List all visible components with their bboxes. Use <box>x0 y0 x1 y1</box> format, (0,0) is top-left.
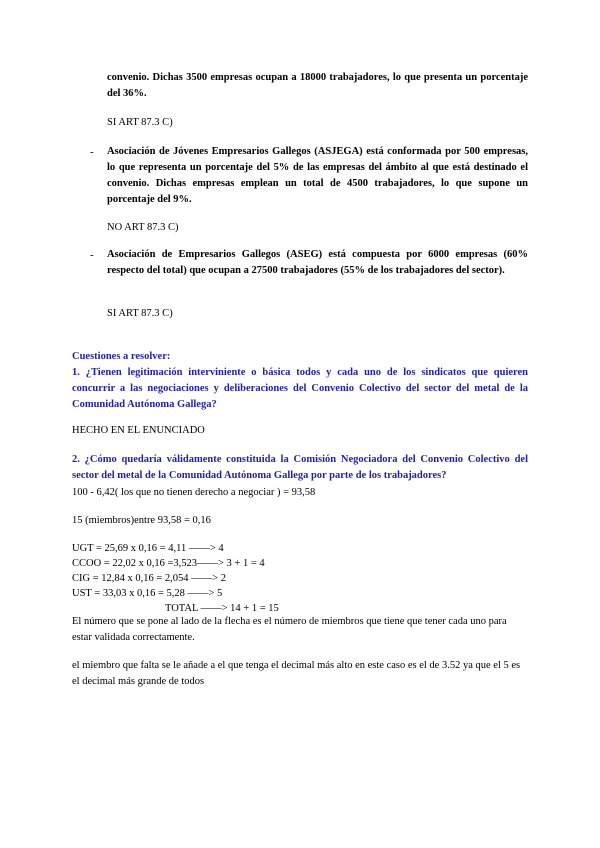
calc-note-2: el miembro que falta se le añade a el que tenga el decimal más alto en este caso es el de 3.52 ya que el 5 es el decimal más grande de todos <box>72 660 521 687</box>
calc-ccoo: CCOO = 22,02 x 0,16 =3,523——> 3 + 1 = 4 <box>72 558 265 569</box>
questions-heading: Cuestiones a resolver: <box>72 351 171 362</box>
question-2: 2. ¿Cómo quedaría válidamente constituida la Comisión Negociadora del Convenio Colectivo del sector del metal de la Comunidad Autónoma Gallega por parte de los trabajadores? <box>72 454 528 481</box>
bullet-0-continuation: convenio. Dichas 3500 empresas ocupan a 18000 trabajadores, lo que presenta un porcentaje del 36%. <box>107 72 528 99</box>
question-1: 1. ¿Tienen legitimación interviniente o básica todos y cada uno de los sindicatos que quieren concurrir a las negociaciones y deliberaciones del Convenio Colectivo del sector del metal de la Comunidad Autónoma Gallega? <box>72 367 528 410</box>
bullet-1-verdict: NO ART 87.3 C) <box>107 222 179 233</box>
calc-line-2: 15 (miembros)entre 93,58 = 0,16 <box>72 515 211 526</box>
answer-1: HECHO EN EL ENUNCIADO <box>72 425 205 436</box>
calc-cig: CIG = 12,84 x 0,16 = 2,054 ——> 2 <box>72 573 226 584</box>
bullet-1-text: Asociación de Jóvenes Empresarios Gallegos (ASJEGA) está conformada por 500 empresas, lo que representa un porcentaje del 5% de las empresas del ámbito al que está destinado el convenio. Dichas empresas emplean un total de 4500 trabajadores, lo que supone un porcentaje del 9%. <box>107 146 528 205</box>
bullet-2-verdict: SI ART 87.3 C) <box>107 308 173 319</box>
bullet-1-dash: - <box>90 146 94 158</box>
bullet-0-verdict: SI ART 87.3 C) <box>107 117 173 128</box>
calc-total: TOTAL ——> 14 + 1 = 15 <box>165 603 279 614</box>
calc-ugt: UGT = 25,69 x 0,16 = 4,11 ——> 4 <box>72 543 224 554</box>
calc-line-1: 100 - 6,42( los que no tienen derecho a negociar ) = 93,58 <box>72 487 316 498</box>
calc-note-1: El número que se pone al lado de la flecha es el número de miembros que tiene que tener cada uno para estar validada correctamente. <box>72 616 507 643</box>
calc-ust: UST = 33,03 x 0,16 = 5,28 ——> 5 <box>72 588 223 599</box>
bullet-2-text: Asociación de Empresarios Gallegos (ASEG) está compuesta por 6000 empresas (60% respecto del total) que ocupan a 27500 trabajadores (55% de los trabajadores del sector). <box>107 249 528 276</box>
bullet-2-dash: - <box>90 249 94 261</box>
